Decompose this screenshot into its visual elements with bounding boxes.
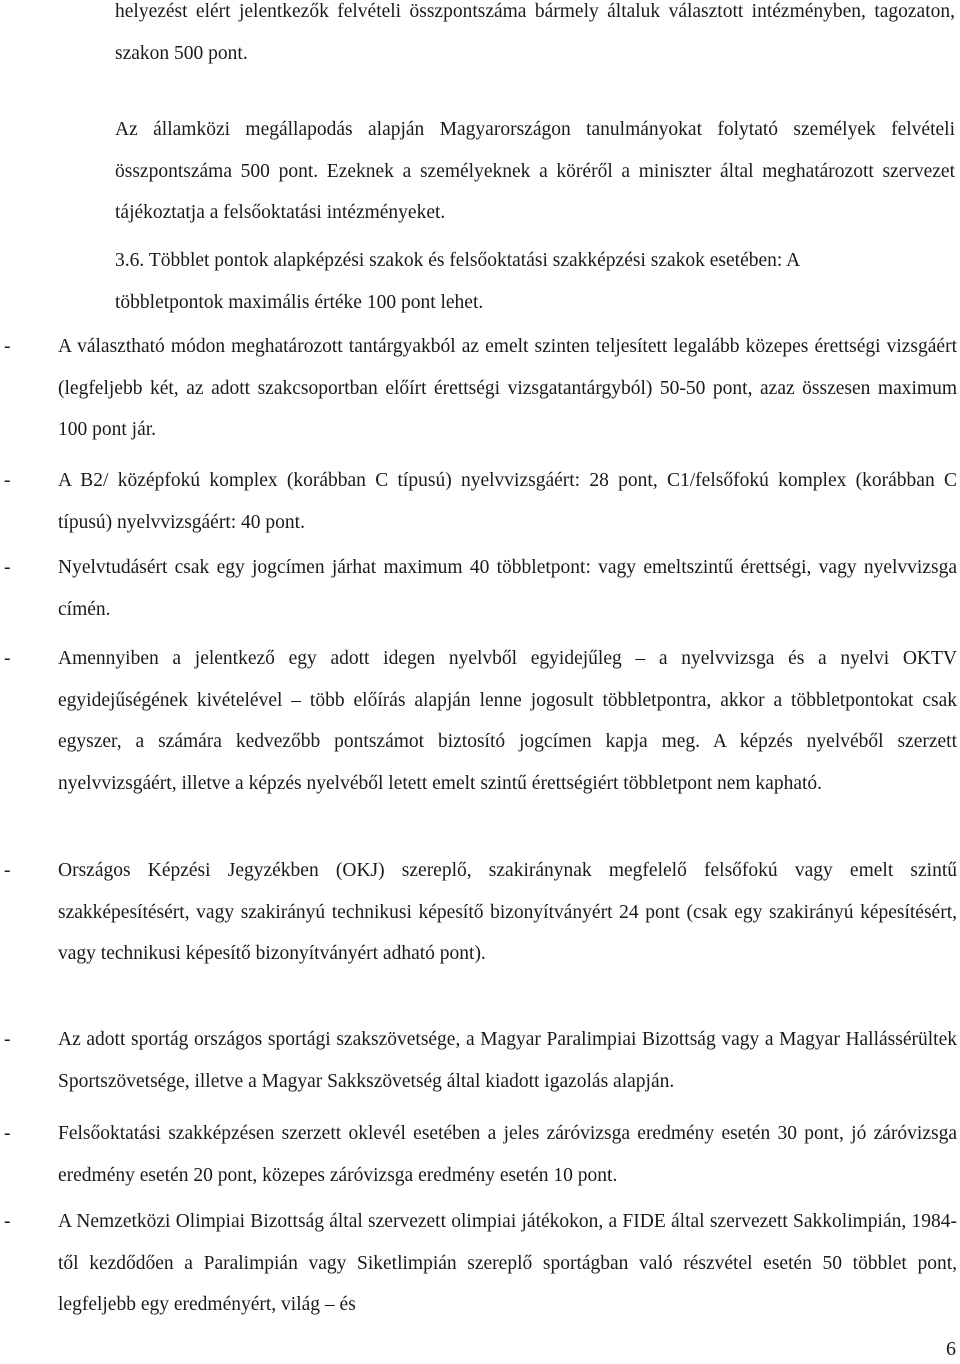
section-number: 3.6. [115,250,145,271]
bullet-dash: - [4,1123,11,1144]
bullet-dash: - [4,1211,11,1232]
bullet-dash: - [4,336,11,357]
list-item-text: Felsőoktatási szakképzésen szerzett oklevél esetében a jeles záróvizsga eredmény esetén 30 pont, jó záróvizsga eredmény esetén 20 pont, közepes záróvizsga eredmény esetén 10 pont. [58,1123,957,1186]
paragraph-interstate-agreement: Az államközi megállapodás alapján Magyarországon tanulmányokat folytató személyek felvételi összpontszáma 500 pont. Ezeknek a személyeknek a köréről a miniszter által meghatározott szervezet tájékoztatja a felsőoktatási intézményeket. [115,119,955,223]
list-item-text: Az adott sportág országos sportági szakszövetsége, a Magyar Paralimpiai Bizottság vagy a Magyar Hallássérültek Sportszövetsége, illetve a Magyar Sakkszövetség által kiadott igazolás alapján. [58,1029,957,1092]
list-item-text: A B2/ középfokú komplex (korábban C típusú) nyelvvizsgáért: 28 pont, C1/felsőfokú komplex (korábban C típusú) nyelvvizsgáért: 40 pont. [58,470,957,533]
section-title: Többlet pontok alapképzési szakok és felsőoktatási szakképzési szakok esetében: A [148,250,801,271]
bullet-dash: - [4,1029,11,1050]
section-heading [115,240,955,323]
bullet-dash: - [4,557,11,578]
page-number: 6 [946,1338,956,1360]
list-item-text: Amennyiben a jelentkező egy adott idegen nyelvből egyidejűleg – a nyelvvizsga és a nyelvi OKTV egyidejűségének kivételével – több előírás alapján lenne jogosult többletpontra, akkor a többletpontokat csak egyszer, a számára kedvezőbb pontszámot biztosító jogcímen kapja meg. A képzés nyelvéből szerzett nyelvvizsgáért, illetve a képzés nyelvéből letett emelt szintű érettségiért többletpont nem kapható. [58,648,957,794]
list-item-text: Országos Képzési Jegyzékben (OKJ) szereplő, szakiránynak megfelelő felsőfokú vagy emelt szintű szakképesítésért, vagy szakirányú technikusi képesítő bizonyítványért 24 pont (csak egy szakirányú képesítésért, vagy technikusi képesítő bizonyítványért adható pont). [58,860,957,964]
section-subtitle: többletpontok maximális értéke 100 pont lehet. [115,291,484,313]
bullet-dash: - [4,860,11,881]
list-item-text: Nyelvtudásért csak egy jogcímen járhat maximum 40 többletpont: vagy emeltszintű érettségi, vagy nyelvvizsga címén. [58,557,957,620]
bullet-dash: - [4,648,11,669]
paragraph-continuation: helyezést elért jelentkezők felvételi összpontszáma bármely általuk választott intézményben, tagozaton, szakon 500 pont. [115,1,955,64]
list-item-text: A Nemzetközi Olimpiai Bizottság által szervezett olimpiai játékokon, a FIDE által szervezett Sakkolimpián, 1984-től kezdődően a Paralimpián vagy Siketlimpián szereplő sportágban való részvétel esetén 50 többlet pont, legfeljebb egy eredményért, világ – és [58,1211,957,1315]
list-item-text: A választható módon meghatározott tantárgyakból az emelt szinten teljesített legalább közepes érettségi vizsgáért (legfeljebb két, az adott szakcsoportban előírt érettségi vizsgatantárgyból) 50-50 pont, azaz összesen maximum 100 pont jár. [58,336,957,440]
bullet-dash: - [4,470,11,491]
